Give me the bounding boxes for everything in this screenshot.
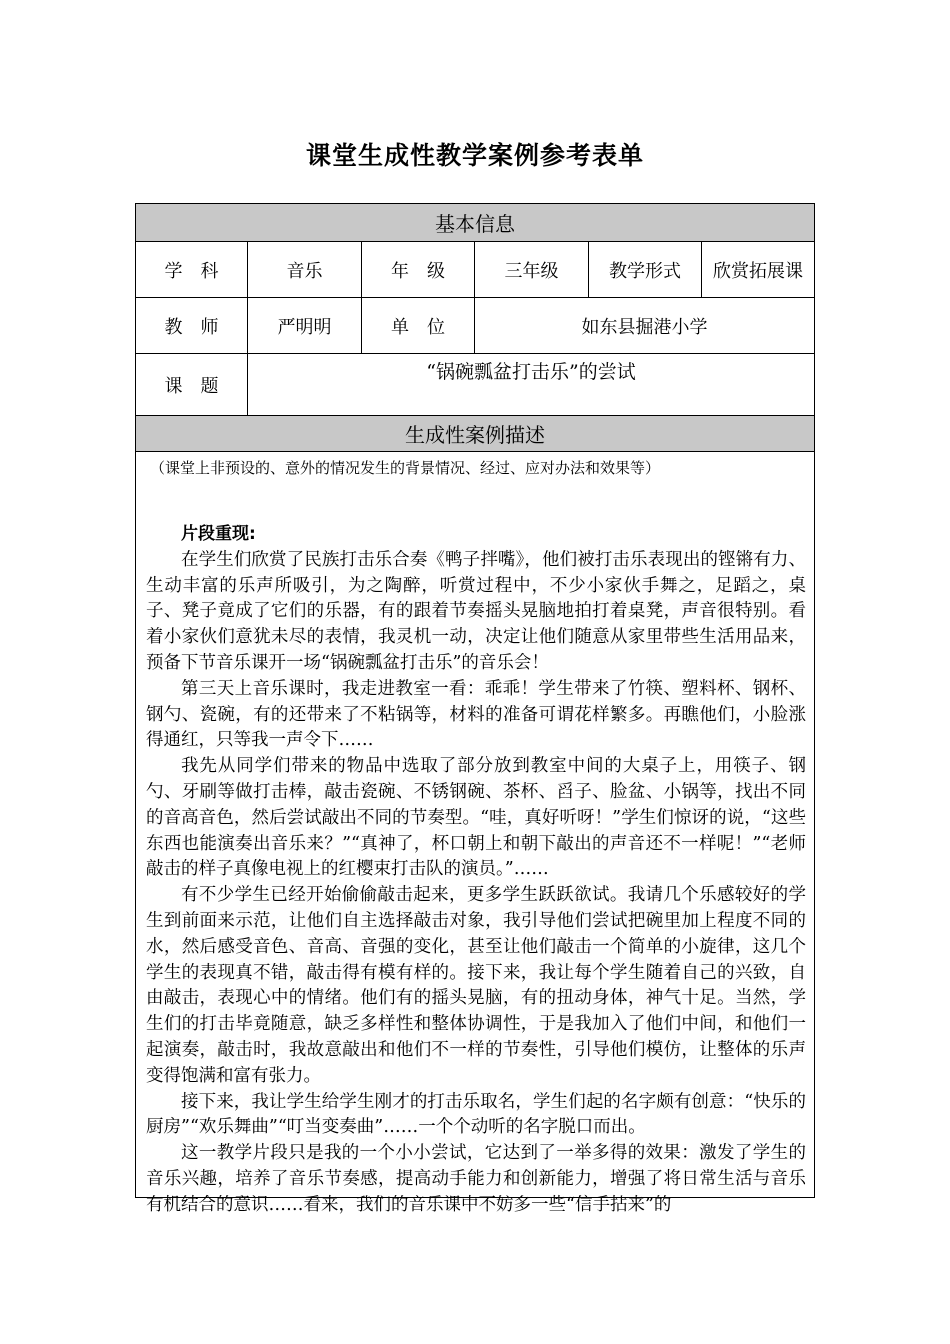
subject-label: 学 科 bbox=[136, 242, 248, 297]
topic-row bbox=[136, 354, 814, 416]
page-title: 课堂生成性教学案例参考表单 bbox=[305, 141, 644, 170]
unit-label: 单 位 bbox=[362, 298, 475, 353]
paragraph: 这一教学片段只是我的一个小小尝试，它达到了一举多得的效果：激发了学生的音乐兴趣，培养了音乐节奏感，提高动手能力和创新能力，增强了将日常生活与音乐有机结合的意识……看来，我们的音乐课中不妨多一些“信手拈来”的 bbox=[146, 1143, 806, 1215]
topic-label: 课 题 bbox=[136, 354, 248, 415]
form-value: 欣赏拓展课 bbox=[713, 260, 803, 282]
paragraph: 接下来，我让学生给学生刚才的打击乐取名，学生们起的名字颇有创意：“快乐的厨房”“欢乐舞曲”“叮当变奏曲”……一个个动听的名字脱口而出。 bbox=[146, 1091, 806, 1138]
case-body bbox=[146, 522, 806, 1219]
teacher-label: 教 师 bbox=[136, 298, 248, 353]
subheading-text: 片段重现: bbox=[181, 524, 256, 544]
subject-value: 音乐 bbox=[248, 242, 362, 297]
subject-row bbox=[136, 242, 814, 298]
case-note: （课堂上非预设的、意外的情况发生的背景情况、经过、应对办法和效果等） bbox=[150, 459, 661, 477]
basic-info-header bbox=[136, 204, 814, 242]
topic-value: “锅碗瓢盆打击乐”的尝试 bbox=[426, 361, 636, 383]
unit-value: 如东县掘港小学 bbox=[581, 316, 708, 338]
paragraph: 我先从同学们带来的物品中选取了部分放到教室中间的大桌子上，用筷子、钢勺、牙刷等做打击棒，敲击瓷碗、不锈钢碗、茶杯、舀子、脸盆、小锅等，找出不同的音高音色，然后尝试敲出不同的节奏型。“哇，真好听呀！”学生们惊讶的说，“这些东西也能演奏出音乐来？”“真神了，杯口朝上和朝下敲出的声音还不一样呢！”“老师敲击的样子真像电视上的红樱束打击队的演员。”…… bbox=[146, 756, 806, 880]
case-description-header bbox=[136, 416, 814, 452]
paragraph: 在学生们欣赏了民族打击乐合奏《鸭子拌嘴》，他们被打击乐表现出的铿锵有力、生动丰富的乐声所吸引，为之陶醉，听赏过程中，不少小家伙手舞之，足蹈之，桌子、凳子竟成了它们的乐器，有的跟着节奏摇头晃脑地拍打着桌凳，声音很特别。看着小家伙们意犹未尽的表情，我灵机一动，决定让他们随意从家里带些生活用品来，预备下节音乐课开一场“锅碗瓢盆打击乐”的音乐会！ bbox=[146, 549, 806, 673]
paragraph: 第三天上音乐课时，我走进教室一看：乖乖！学生带来了竹筷、塑料杯、钢杯、钢勺、瓷碗，有的还带来了不粘锅等，材料的准备可谓花样繁多。再瞧他们，小脸涨得通红，只等我一声令下…… bbox=[146, 678, 806, 751]
subheading bbox=[146, 522, 806, 548]
case-form-table bbox=[135, 203, 815, 1215]
grade-label: 年 级 bbox=[362, 242, 475, 297]
teacher-value: 严明明 bbox=[248, 298, 362, 353]
form-label: 教学形式 bbox=[589, 242, 702, 297]
grade-value: 三年级 bbox=[475, 242, 589, 297]
basic-info-heading: 基本信息 bbox=[435, 212, 515, 236]
case-description-heading: 生成性案例描述 bbox=[405, 423, 545, 447]
paragraph: 有不少学生已经开始偷偷敲击起来，更多学生跃跃欲试。我请几个乐感较好的学生到前面来示范，让他们自主选择敲击对象，我引导他们尝试把碗里加上程度不同的水，然后感受音色、音高、音强的变化，甚至让他们敲击一个简单的小旋律，这几个学生的表现真不错，敲击得有模有样的。接下来，我让每个学生随着自己的兴致，自由敲击，表现心中的情绪。他们有的摇头晃脑，有的扭动身体，神气十足。当然，学生们的打击毕竟随意，缺乏多样性和整体协调性，于是我加入了他们中间，和他们一起演奏，敲击时，我故意敲出和他们不一样的节奏性，引导他们模仿，让整体的乐声变得饱满和富有张力。 bbox=[146, 885, 806, 1086]
teacher-row bbox=[136, 298, 814, 354]
